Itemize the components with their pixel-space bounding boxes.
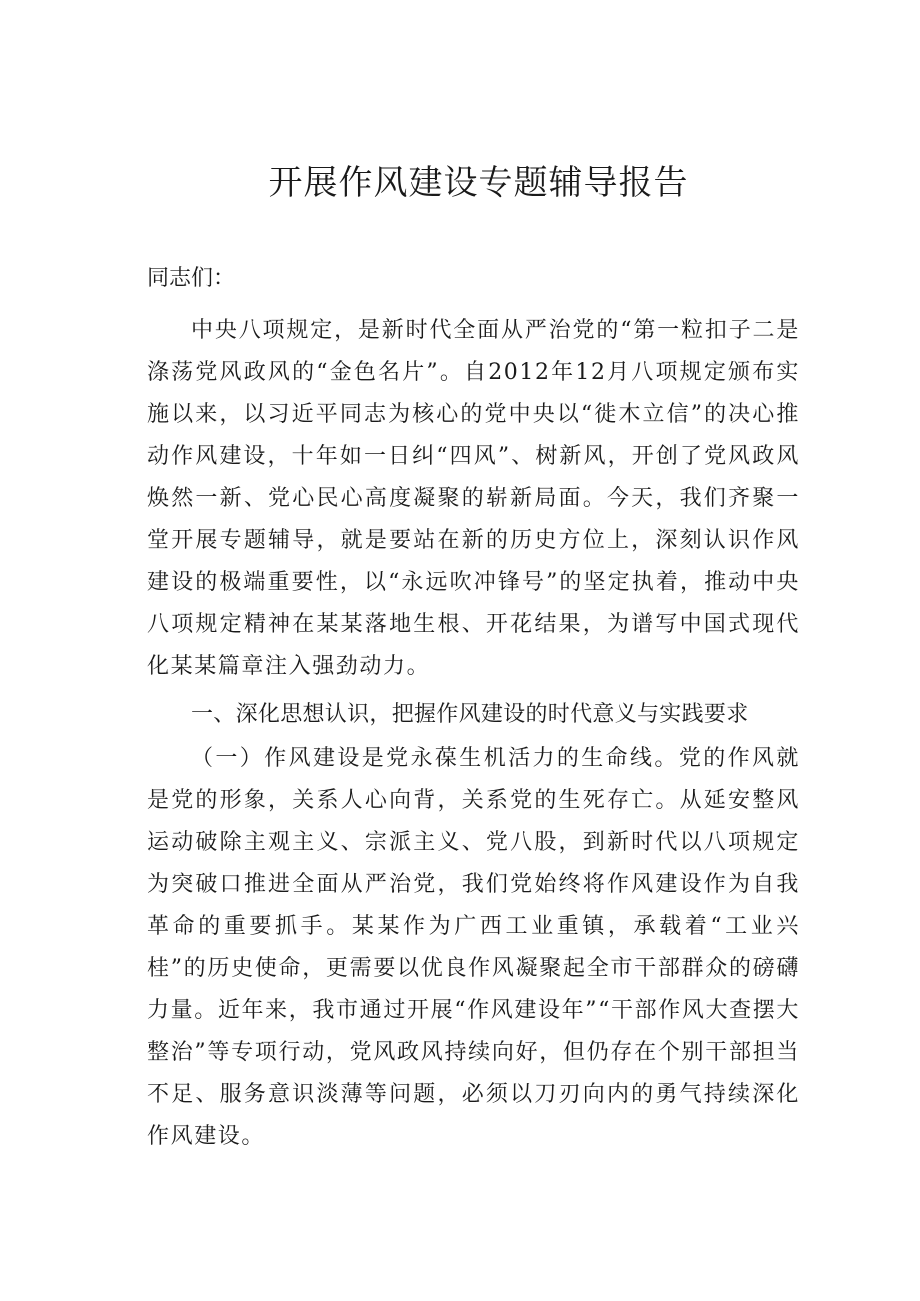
section-heading: 一、深化思想认识，把握作风建设的时代意义与实践要求: [191, 702, 749, 727]
salutation: 同志们：: [147, 266, 236, 291]
intro-paragraph: 中央八项规定，是新时代全面从严治党的“第一粒扣子二是涤荡党风政风的“金色名片”。自2012年12月八项规定颁布实施以来，以习近平同志为核心的党中央以“徙木立信”的决心推动作风建设，十年如一日纠“四风”、树新风，开创了党风政风焕然一新、党心民心高度凝聚的崭新局面。今天，我们齐聚一堂开展专题辅导，就是要站在新的历史方位上，深刻认识作风建设的极端重要性，以“永远吹冲锋号”的坚定执着，推动中央八项规定精神在某某落地生根、开花结果，为谱写中国式现代化某某篇章注入强劲动力。: [147, 318, 800, 679]
section-paragraph: （一）作风建设是党永葆生机活力的生命线。党的作风就是党的形象，关系人心向背，关系党的生死存亡。从延安整风运动破除主观主义、宗派主义、党八股，到新时代以八项规定为突破口推进全面从严治党，我们党始终将作风建设作为自我革命的重要抓手。某某作为广西工业重镇，承载着“工业兴桂”的历史使命，更需要以优良作风凝聚起全市干部群众的磅礴力量。近年来，我市通过开展“作风建设年”“干部作风大查摆大整治”等专项行动，党风政风持续向好，但仍存在个别干部担当不足、服务意识淡薄等问题，必须以刀刃向内的勇气持续深化作风建设。: [147, 746, 800, 1149]
document-title: 开展作风建设专题辅导报告: [268, 163, 689, 203]
